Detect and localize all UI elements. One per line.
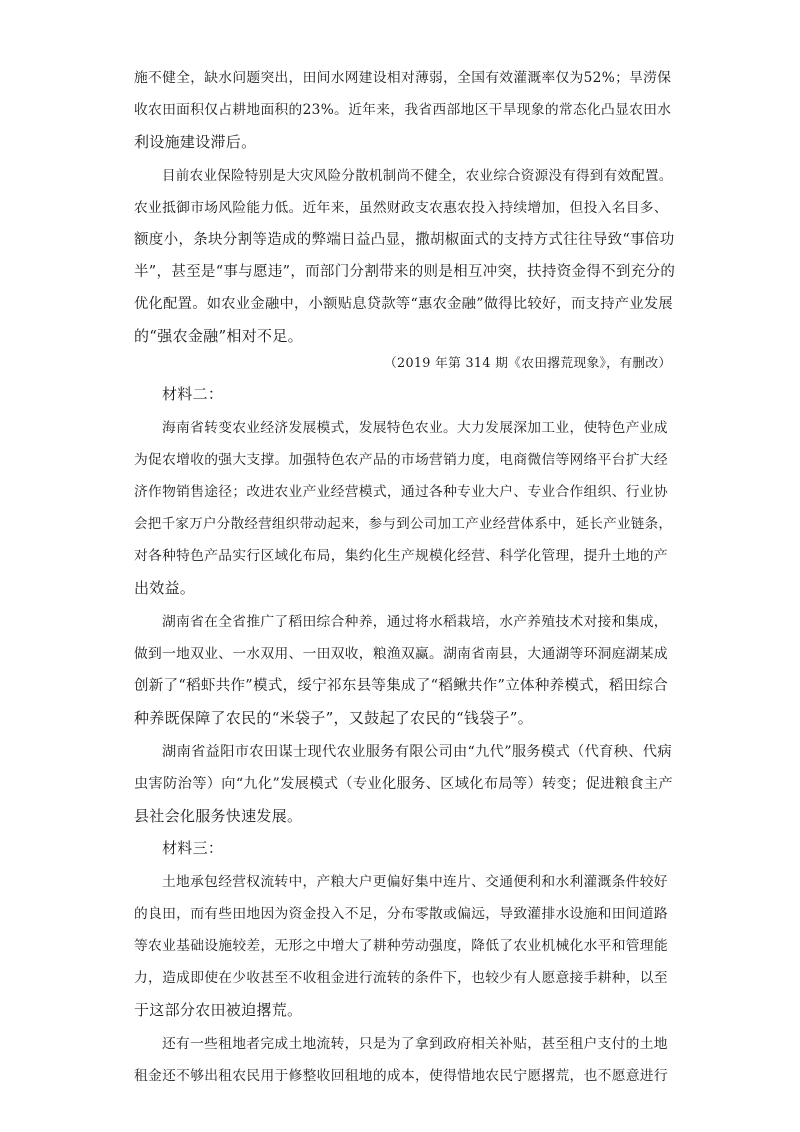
section-heading: 材料三： <box>162 839 224 857</box>
text-line: 湖南省益阳市农田谋士现代农业服务有限公司由“九代”服务模式（代育秧、代病 <box>162 744 672 760</box>
text-line: 创新了“稻虾共作”模式，绥宁祁东县等集成了“稻鳅共作”立体种养模式，稻田综合 <box>134 678 669 694</box>
text-line: 于这部分农田被迫撂荒。 <box>134 1001 303 1019</box>
text-line: 租金还不够出租农民用于修整收回租地的成本，使得惜地农民宁愿撂荒，也不愿意进行 <box>134 1068 668 1084</box>
text-line: 种养既保障了农民的“米袋子”，又鼓起了农民的“钱袋子”。 <box>134 709 534 727</box>
text-line: 的良田，而有些田地因为资金投入不足，分布零散或偏远，导致灌排水设施和田间道路 <box>134 906 668 922</box>
text-line: 会把千家万户分散经营组织带动起来，参与到公司加工产业经营体系中，延长产业链条， <box>134 516 673 532</box>
source-citation: （2019 年第 314 期《农田撂荒现象》，有删改） <box>384 356 672 371</box>
text-line: 农业抵御市场风险能力低。近年来，虽然财政支农惠农投入持续增加，但投入名目多、 <box>134 200 668 216</box>
text-line: 县社会化服务快速发展。 <box>134 807 303 825</box>
text-line: 海南省转变农业经济发展模式，发展特色农业。大力发展深加工业，使特色产业成 <box>162 420 668 436</box>
text-line: 额度小，条块分割等造成的弊端日益凸显，撒胡椒面式的支持方式往往导致“事倍功 <box>134 232 675 248</box>
text-line: 半”，甚至是“事与愿违”，而部门分割带来的则是相互冲突，扶持资金得不到充分的 <box>134 264 676 280</box>
text-line: 力，造成即使在少收甚至不收租金进行流转的条件下，也较少有人愿意接手耕种，以至 <box>134 970 668 986</box>
text-line: 湖南省在全省推广了稻田综合种养，通过将水稻栽培，水产养殖技术对接和集成， <box>162 614 668 630</box>
text-line: 土地承包经营权流转中，产粮大户更偏好集中连片、交通便利和水利灌溉条件较好 <box>162 874 668 890</box>
text-line: 收农田面积仅占耕地面积的23%。近年来，我省西部地区干旱现象的常态化凸显农田水 <box>134 102 672 118</box>
text-line: 目前农业保险特别是大灾风险分散机制尚不健全，农业综合资源没有得到有效配置。 <box>162 168 673 184</box>
text-line: 做到一地双业、一水双用、一田双收，粮渔双赢。湖南省南县，大通湖等环洞庭湖某成 <box>134 646 668 662</box>
text-line: 出效益。 <box>134 579 196 597</box>
section-heading: 材料二： <box>162 385 224 403</box>
text-line: 对各种特色产品实行区域化布局，集约化生产规模化经营、科学化管理，提升土地的产 <box>134 548 668 564</box>
text-line: 还有一些租地者完成土地流转，只是为了拿到政府相关补贴，甚至租户支付的土地 <box>162 1036 668 1052</box>
text-line: 的“强农金融”相对不足。 <box>134 327 303 345</box>
text-line: 虫害防治等）向“九化”发展模式（专业化服务、区域化布局等）转变；促进粮食主产 <box>134 776 673 792</box>
text-line: 济作物销售途径；改进农业产业经营模式，通过各种专业大户、专业合作组织、行业协 <box>134 484 668 500</box>
text-line: 利设施建设滞后。 <box>134 133 257 151</box>
text-line: 优化配置。如农业金融中，小额贴息贷款等“惠农金融”做得比较好，而支持产业发展 <box>134 296 673 312</box>
text-line: 等农业基础设施较差，无形之中增大了耕种劳动强度，降低了农业机械化水平和管理能 <box>134 938 668 954</box>
text-line: 施不健全，缺水问题突出，田间水网建设相对薄弱，全国有效灌溉率仅为52%；旱涝保 <box>134 70 672 86</box>
text-line: 为促农增收的强大支撑。加强特色农产品的市场营销力度，电商微信等网络平台扩大经 <box>134 452 668 468</box>
